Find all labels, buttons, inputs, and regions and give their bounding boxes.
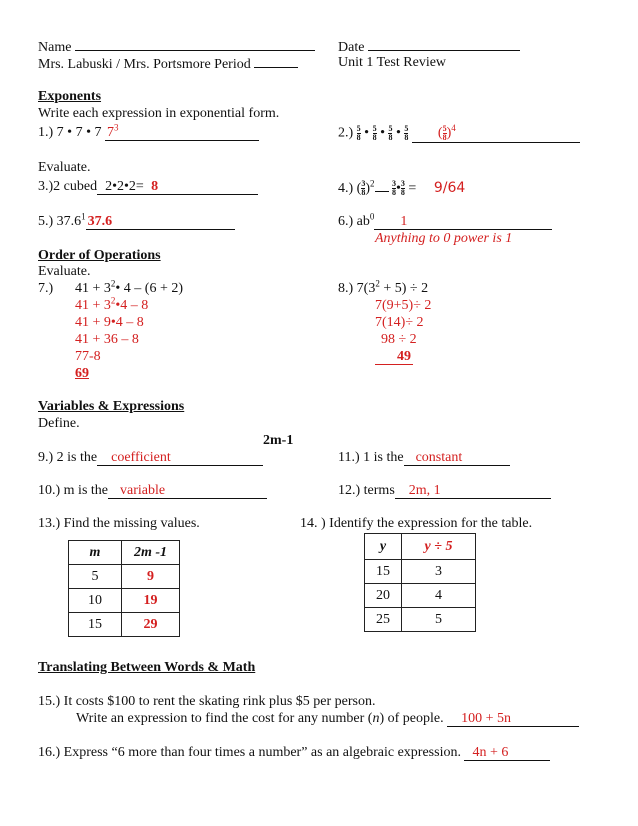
q3-answer[interactable]: 8 xyxy=(149,180,258,195)
evaluate-label-1: Evaluate. xyxy=(38,160,91,175)
question-2: 2.) $\frac{5}{8}$ • $\frac{5}{8}$ • $\frac{5}{8}$ • $\frac{5}{8}$ ( $\frac{5}{8}$ )$^4$ xyxy=(338,125,580,143)
q16-answer[interactable]: 4n + 6 xyxy=(464,746,550,761)
define-label: Define. xyxy=(38,416,80,431)
question-3: 3.)2 cubed 2•2•2= 8 xyxy=(38,179,258,195)
exponents-instruction: Write each expression in exponential form. xyxy=(38,106,280,121)
table-row: 15 3 xyxy=(365,560,476,584)
q7-expression: $41 + 3^2•$ 4 – (6 + 2) xyxy=(75,278,184,296)
question-16: 16.) Express “6 more than four times a number” as an algebraic expression. 4n + 6 xyxy=(38,745,550,761)
question-10: 10.) m is the variable xyxy=(38,483,267,499)
question-15-line-2: Write an expression to find the cost for any number (n) of people. 100 + 5n xyxy=(76,711,579,727)
table-row: 25 5 xyxy=(365,608,476,632)
header-y: y xyxy=(365,534,402,560)
q7-answer[interactable]: 69 xyxy=(75,366,89,381)
table-14 xyxy=(364,533,476,632)
question-5: 5.) 37.6$^1$ 37.6 xyxy=(38,214,235,230)
q9-answer[interactable]: coefficient xyxy=(97,451,263,466)
fraction-5-8: $\frac{5}{8}$ xyxy=(372,124,377,142)
q6-answer[interactable]: 1 xyxy=(374,215,552,230)
q7-step-2: 41 + 9•4 – 8 xyxy=(75,315,144,330)
date-line[interactable]: Date xyxy=(338,38,520,56)
q7-label: 7.) xyxy=(38,281,54,296)
fraction-5-8: $\frac{5}{8}$ xyxy=(388,124,393,142)
fraction-5-8: $\frac{5}{8}$ xyxy=(404,124,409,142)
table-row: 10 19 xyxy=(69,589,180,613)
table-row: 20 4 xyxy=(365,584,476,608)
fraction-5-8: $\frac{5}{8}$ xyxy=(356,124,361,142)
table-row: 5 9 xyxy=(69,565,180,589)
question-1: 1.) 7 • 7 • 7 $7^3$ xyxy=(38,125,259,141)
expression-2m-1: 2m-1 xyxy=(263,433,294,448)
header-2m-1: 2m -1 xyxy=(122,541,180,565)
question-12: 12.) terms 2m, 1 xyxy=(338,483,551,499)
table-row: 15 29 xyxy=(69,613,180,637)
q6-note: Anything to 0 power is 1 xyxy=(375,231,513,246)
q11-answer[interactable]: constant xyxy=(404,451,510,466)
q8-step-2: 7(14)÷ 2 xyxy=(375,315,424,330)
exponents-heading: Exponents xyxy=(38,89,102,104)
header-y-div-5: y ÷ 5 xyxy=(402,534,476,560)
q10-answer[interactable]: variable xyxy=(108,484,267,499)
variables-heading: Variables & Expressions xyxy=(38,399,185,414)
q8-step-3: 98 ÷ 2 xyxy=(381,332,417,347)
order-of-operations-heading: Order of Operations xyxy=(38,248,161,263)
table-header-row xyxy=(69,541,180,565)
q12-answer[interactable]: 2m, 1 xyxy=(395,484,551,499)
q15-answer[interactable]: 100 + 5n xyxy=(447,712,579,727)
q8-answer[interactable]: 49 xyxy=(375,349,413,365)
unit-title: Unit 1 Test Review xyxy=(338,55,447,70)
evaluate-label-2: Evaluate. xyxy=(38,264,91,279)
q1-answer[interactable]: $7^3$ xyxy=(105,126,259,141)
q2-answer[interactable]: ( $\frac{5}{8}$ )$^4$ xyxy=(412,125,580,143)
question-4: 4.) ( $\frac{3}{8}$ )$^2$ $\frac{3}{8}$ • $\frac{3}{8}$ = 9/64 xyxy=(338,178,466,198)
question-15-line-1: 15.) It costs $100 to rent the skating rink plus $5 per person. xyxy=(38,694,376,709)
translating-heading: Translating Between Words & Math xyxy=(38,660,256,675)
q4-answer[interactable]: 9/64 xyxy=(433,180,466,196)
question-6: 6.) $ab^0$ 1 xyxy=(338,214,552,230)
q8-step-1: 7(9+5)÷ 2 xyxy=(375,298,432,313)
q7-step-1: $41 + 3^2•4 - 8$ xyxy=(75,295,149,313)
q5-answer[interactable]: 37.6 xyxy=(86,215,235,230)
question-14: 14. ) Identify the expression for the table. xyxy=(300,516,533,531)
teacher-period-line[interactable]: Mrs. Labuski / Mrs. Portsmore Period xyxy=(38,55,298,73)
question-13: 13.) Find the missing values. xyxy=(38,516,200,531)
name-blank[interactable] xyxy=(75,38,315,51)
period-blank[interactable] xyxy=(254,55,298,68)
question-11: 11.) 1 is the constant xyxy=(338,450,510,466)
q7-step-3: 41 + 36 – 8 xyxy=(75,332,139,347)
q7-step-4: 77-8 xyxy=(75,349,101,364)
header-m: m xyxy=(69,541,122,565)
name-line[interactable]: Name xyxy=(38,38,315,56)
q8-expression: 8.) $7(3^2 + 5) \div 2$ xyxy=(338,278,429,296)
table-header-row xyxy=(365,534,476,560)
question-9: 9.) 2 is the coefficient xyxy=(38,450,263,466)
date-blank[interactable] xyxy=(368,38,520,51)
table-13 xyxy=(68,540,180,637)
